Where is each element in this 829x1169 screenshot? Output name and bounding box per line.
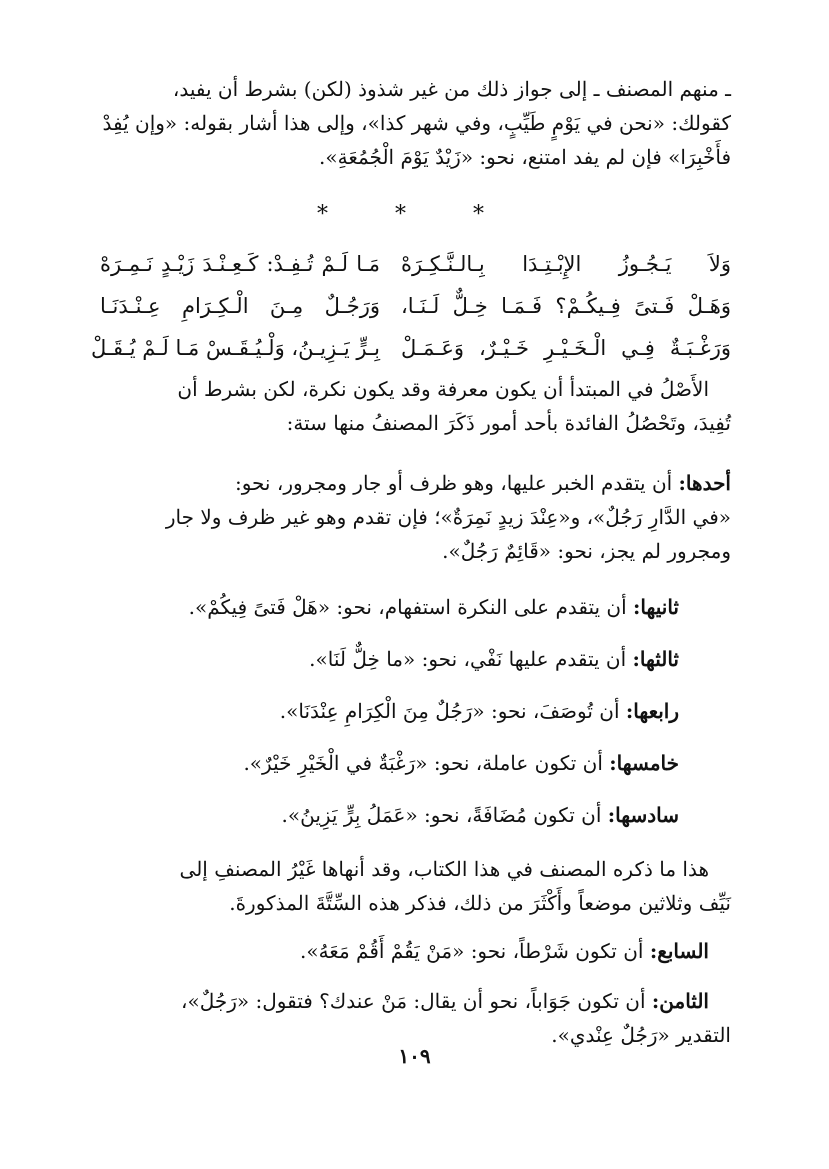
section-separator: * * *	[317, 202, 514, 227]
explanation-paragraph	[100, 372, 731, 440]
intro-line: فأَخْبِرَا» فإن لم يفد امتنع، نحو: «زَيْدٌ يَوْمَ الْجُمُعَةِ».	[319, 145, 731, 169]
verse-line	[100, 244, 731, 284]
condition-label: ثالثها:	[632, 647, 679, 671]
condition-label: خامسها:	[609, 751, 679, 775]
page-number: ١٠٩	[398, 1044, 431, 1068]
intro-paragraph	[100, 72, 731, 174]
condition-text: أن تُوصَفَ، نحو: «رَجُلٌ مِنَ الْكِرَامِ عِنْدَنَا».	[279, 699, 626, 723]
verse-line	[100, 286, 731, 326]
condition-text: «في الدَّارِ رَجُلٌ»، و«عِنْدَ زيدٍ نَمِرَةٌ»؛ فإن تقدم وهو غير ظرف ولا جار	[165, 505, 731, 529]
condition-text: أن تكون جَوَاباً، نحو أن يقال: مَنْ عندك؟ فتقول: «رَجُلٌ»،	[181, 989, 652, 1013]
verse-line	[90, 328, 731, 368]
intro-line: كقولك: «نحن في يَوْمٍ طَيِّبٍ، وفي شهر كذا»، وإلى هذا أشار بقوله: «وإن يُفِدْ	[102, 111, 731, 135]
verse-second-hemistich: مَـا لَـمْ تُـفِـدْ: كَـعِـنْـدَ زَيْـدٍ نَـمِـرَهْ	[100, 252, 380, 276]
condition-text: أن تكون شَرْطاً، نحو: «مَنْ يَقُمْ أَقُمْ مَعَهُ».	[299, 939, 650, 963]
condition-fourth	[100, 694, 679, 728]
condition-first	[100, 466, 731, 568]
verse-second-hemistich: بِـرٍّ يَـزِيـنُ، وَلْـيُـقَـسْ مَـا لَـمْ يُـقَـلْ	[90, 336, 380, 360]
explanation-line: تُفِيدَ، وتَحْصُلُ الفائدة بأحد أمور ذَكَرَ المصنفُ منها ستة:	[286, 411, 731, 435]
condition-label: سادسها:	[607, 803, 679, 827]
condition-text: أن يتقدم الخبر عليها، وهو ظرف أو جار ومجرور، نحو:	[234, 471, 679, 495]
condition-label: السابع:	[649, 939, 709, 963]
condition-eighth	[100, 984, 731, 1052]
book-page	[90, 72, 731, 1132]
condition-label: ثانيها:	[633, 595, 679, 619]
verse-first-hemistich: وَرَغْـبَـةٌ فِـي الْـخَـيْـرِ خَـيْـرٌ، وَعَـمَـلْ	[401, 336, 731, 360]
intro-line: ـ منهم المصنف ـ إلى جواز ذلك من غير شذوذ (لكن) بشرط أن يفيد،	[172, 77, 731, 101]
condition-fifth	[100, 746, 679, 780]
condition-sixth	[100, 798, 679, 832]
condition-text: أن يتقدم على النكرة استفهام، نحو: «هَلْ فَتىً فِيكُمْ».	[188, 595, 634, 619]
condition-second	[100, 590, 679, 624]
condition-text: أن تكون عاملة، نحو: «رَغْبَةٌ في الْخَيْرِ خَيْرٌ».	[243, 751, 610, 775]
note-line: نَيِّف وثلاثين موضعاً وأَكْثَرَ من ذلك، فذكر هذه السِّتَّةَ المذكورةَ.	[229, 891, 731, 915]
condition-third	[100, 642, 679, 676]
condition-text: أن تكون مُضَافَةً، نحو: «عَمَلُ بِرٍّ يَزِينُ».	[281, 803, 608, 827]
verse-first-hemistich: وَهَـلْ فَـتىً فِـيكُـمْ؟ فَـمَـا خِـلٌّ لَـنَـا،	[401, 294, 731, 318]
verse-first-hemistich: وَلاَ يَـجُـوزُ الإِبْـتِـدَا بِـالـنَّـكِـرَهْ	[401, 252, 731, 276]
note-paragraph	[100, 852, 731, 920]
condition-text: أن يتقدم عليها نَفْي، نحو: «ما خِلٌّ لَنَا».	[309, 647, 633, 671]
verse-second-hemistich: وَرَجُـلٌ مِـنَ الْـكِـرَامِ عِـنْـدَنَـا	[100, 294, 380, 318]
note-line: هذا ما ذكره المصنف في هذا الكتاب، وقد أنهاها غَيْرُ المصنفِ إلى	[179, 857, 709, 881]
condition-label: أحدها:	[678, 471, 731, 495]
condition-text: التقدير «رَجُلٌ عِنْدي».	[551, 1023, 731, 1047]
condition-label: الثامن:	[651, 989, 709, 1013]
condition-label: رابعها:	[625, 699, 679, 723]
explanation-line: الأَصْلُ في المبتدأ أن يكون معرفة وقد يكون نكرة، لكن بشرط أن	[177, 377, 709, 401]
condition-text: ومجرور لم يجز، نحو: «قَائِمٌ رَجُلٌ».	[442, 539, 731, 563]
condition-seventh	[100, 934, 731, 968]
